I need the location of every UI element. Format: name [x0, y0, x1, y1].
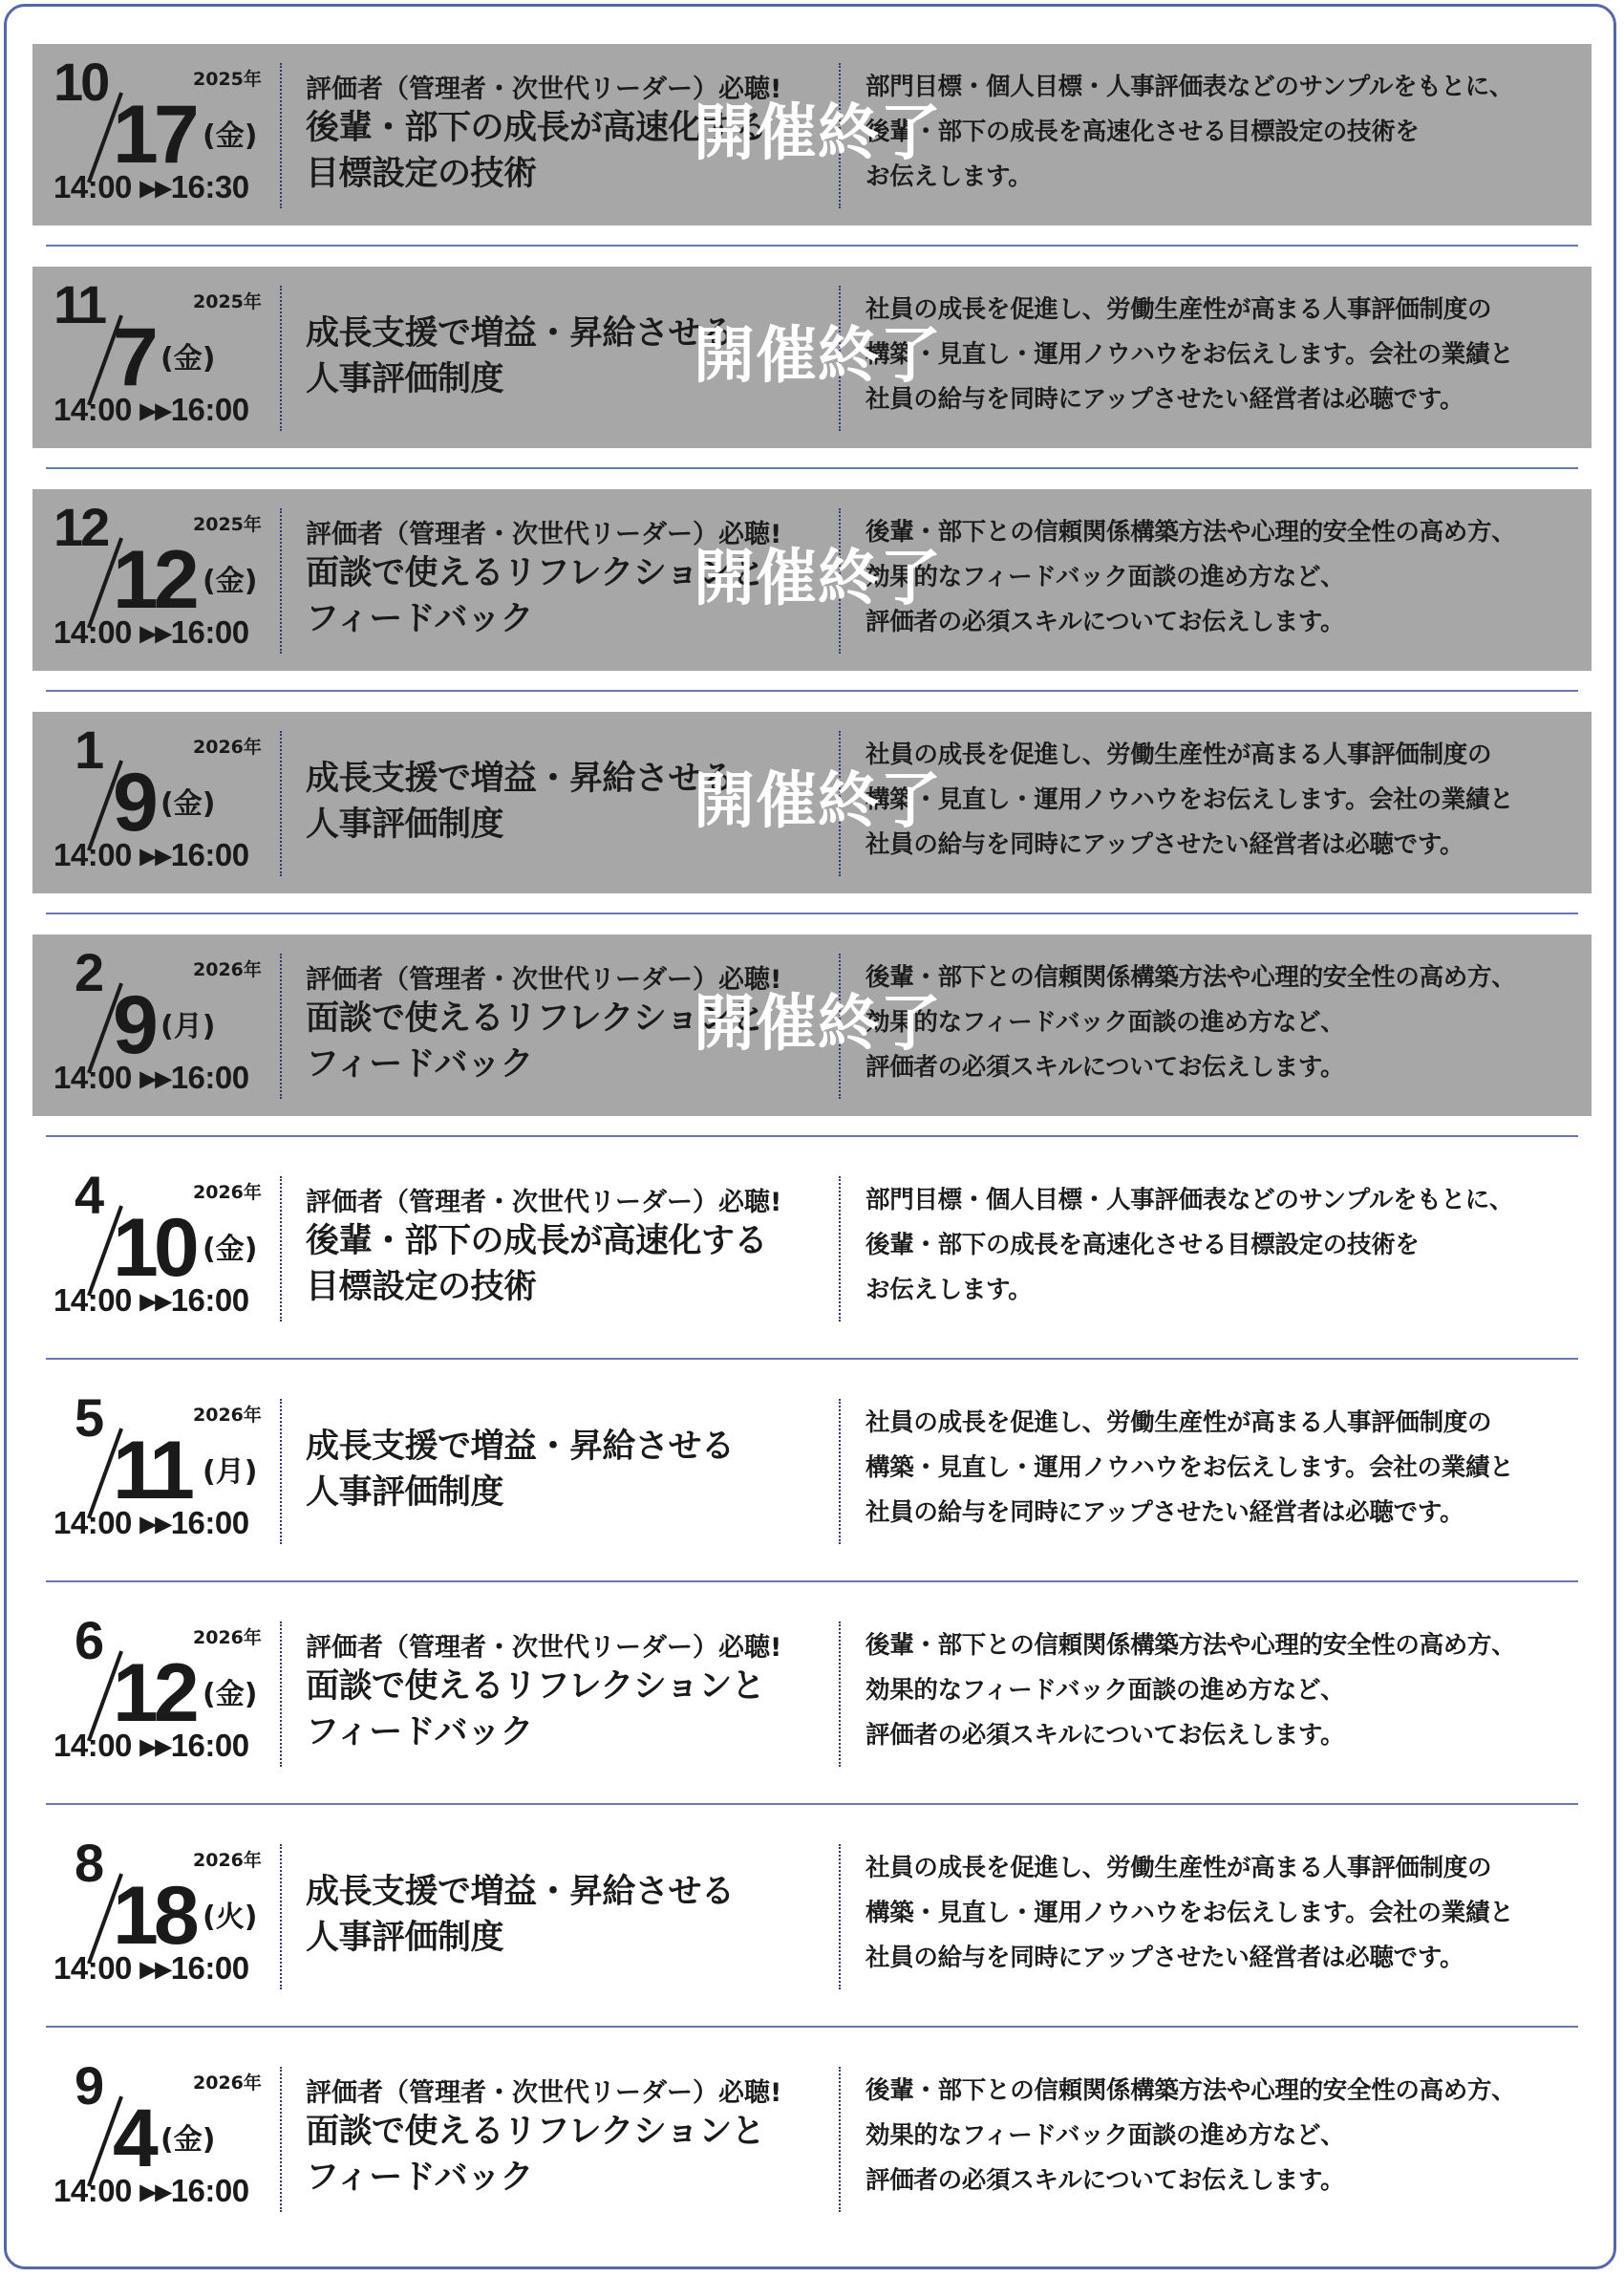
row-separator [46, 1135, 1578, 1137]
event-description [865, 1178, 1592, 1313]
divider-dotted [280, 63, 282, 208]
event-weekday: (月) [160, 1010, 216, 1043]
event-row [32, 489, 1592, 671]
event-date [32, 1602, 283, 1784]
divider-dotted [280, 2067, 282, 2212]
event-description [865, 733, 1592, 868]
description-line: 後輩・部下との信頼関係構築方法や心理的安全性の高め方、 [865, 963, 1516, 992]
event-title-line: 後輩・部下の成長が高速化する [306, 1221, 768, 1260]
divider-dotted [280, 508, 282, 654]
event-weekday: (金) [203, 1233, 258, 1266]
description-line: 部門目標・個人目標・人事評価表などのサンプルをもとに、 [865, 1186, 1514, 1214]
event-weekday: (金) [160, 342, 216, 376]
event-title-line: フィードバック [306, 2158, 534, 2197]
event-date [32, 1825, 283, 2007]
row-separator [46, 2026, 1578, 2028]
event-date [32, 934, 283, 1116]
description-line: 構築・見直し・運用ノウハウをお伝えします。会社の業績と [865, 340, 1514, 369]
description-line: 社員の給与を同時にアップさせたい経営者は必聴です。 [865, 385, 1464, 414]
event-title-line: 面談で使えるリフレクションと [306, 2112, 765, 2151]
description-line: 構築・見直し・運用ノウハウをお伝えします。会社の業績と [865, 1453, 1514, 1482]
event-day: 12 [113, 534, 195, 626]
event-month: 1 [75, 720, 102, 780]
event-description [865, 1846, 1592, 1981]
divider-dotted [280, 1622, 282, 1767]
event-title-line: 面談で使えるリフレクションと [306, 553, 765, 592]
event-title-block [306, 1380, 841, 1561]
event-title-line: 後輩・部下の成長が高速化する [306, 108, 768, 147]
event-month: 4 [75, 1165, 102, 1225]
event-day: 17 [113, 89, 195, 181]
event-weekday: (火) [203, 1901, 258, 1934]
event-time: 14:00 ▸▸16:00 [53, 1728, 249, 1763]
event-date [32, 712, 283, 893]
event-title-line: フィードバック [306, 599, 534, 638]
event-month: 6 [75, 1610, 102, 1670]
divider-dotted [839, 2067, 841, 2212]
event-title-block [306, 1157, 841, 1339]
event-day: 10 [113, 1202, 195, 1294]
event-row [32, 1157, 1592, 1339]
event-title-line: 面談で使えるリフレクションと [306, 999, 765, 1038]
divider-dotted [839, 1622, 841, 1767]
event-day: 12 [113, 1647, 195, 1739]
event-month: 5 [75, 1387, 102, 1448]
event-month: 12 [53, 497, 108, 557]
description-line: 評価者の必須スキルについてお伝えします。 [865, 1721, 1345, 1750]
event-date [32, 1157, 283, 1339]
event-time: 14:00 ▸▸16:00 [53, 614, 249, 650]
description-line: 社員の給与を同時にアップさせたい経営者は必聴です。 [865, 1498, 1464, 1527]
ended-label: 開催終了 [694, 98, 942, 169]
event-title-line: 面談で使えるリフレクションと [306, 1666, 765, 1706]
event-time: 14:00 ▸▸16:00 [53, 1505, 249, 1540]
event-day: 7 [113, 311, 154, 403]
event-year: 2026年 [193, 959, 262, 980]
event-date [32, 2048, 283, 2229]
event-year: 2026年 [193, 1182, 262, 1203]
event-day: 4 [113, 2093, 154, 2184]
description-line: 後輩・部下との信頼関係構築方法や心理的安全性の高め方、 [865, 1631, 1516, 1660]
event-year: 2026年 [193, 1850, 262, 1871]
event-description [865, 956, 1592, 1090]
row-separator [46, 245, 1578, 247]
description-line: お伝えします。 [865, 162, 1033, 191]
divider-dotted [839, 1844, 841, 1989]
event-day: 9 [113, 757, 154, 849]
description-line: 部門目標・個人目標・人事評価表などのサンプルをもとに、 [865, 73, 1514, 101]
divider-dotted [280, 1399, 282, 1544]
description-line: お伝えします。 [865, 1276, 1033, 1304]
event-description [865, 65, 1592, 200]
event-year: 2025年 [193, 69, 262, 90]
event-title-line: 成長支援で増益・昇給させる [306, 1873, 735, 1912]
description-line: 後輩・部下との信頼関係構築方法や心理的安全性の高め方、 [865, 518, 1516, 547]
event-title-line: 人事評価制度 [306, 1919, 504, 1957]
description-line: 構築・見直し・運用ノウハウをお伝えします。会社の業績と [865, 785, 1514, 814]
event-time: 14:00 ▸▸16:00 [53, 837, 249, 872]
description-line: 効果的なフィードバック面談の進め方など、 [865, 563, 1345, 591]
description-line: 構築・見直し・運用ノウハウをお伝えします。会社の業績と [865, 1899, 1514, 1927]
event-time: 14:00 ▸▸16:00 [53, 392, 249, 427]
event-time: 14:00 ▸▸16:00 [53, 1060, 249, 1095]
event-time: 14:00 ▸▸16:30 [53, 169, 249, 204]
event-month: 9 [75, 2055, 102, 2116]
event-year: 2026年 [193, 1627, 262, 1648]
event-day: 11 [113, 1425, 190, 1516]
row-separator [46, 1358, 1578, 1360]
event-title-line: 成長支援で増益・昇給させる [306, 760, 735, 799]
divider-dotted [280, 1176, 282, 1321]
event-description [865, 2069, 1592, 2203]
event-title-block [306, 1602, 841, 1784]
event-title-line: フィードバック [306, 1712, 534, 1751]
event-month: 2 [75, 942, 102, 1002]
divider-dotted [839, 1176, 841, 1321]
divider-dotted [280, 954, 282, 1099]
description-line: 効果的なフィードバック面談の進め方など、 [865, 1676, 1345, 1705]
event-weekday: (月) [203, 1455, 258, 1489]
divider-dotted [280, 1844, 282, 1989]
event-description [865, 288, 1592, 422]
event-title-line: 人事評価制度 [306, 1473, 504, 1512]
event-row [32, 2048, 1592, 2229]
event-row [32, 267, 1592, 448]
event-row [32, 934, 1592, 1116]
event-month: 8 [75, 1833, 102, 1893]
description-line: 後輩・部下との信頼関係構築方法や心理的安全性の高め方、 [865, 2076, 1516, 2105]
description-line: 社員の成長を促進し、労働生産性が高まる人事評価制度の [865, 295, 1492, 324]
event-target: 評価者（管理者・次世代リーダー）必聴! [306, 1632, 782, 1663]
event-title-line: 目標設定の技術 [306, 154, 537, 193]
event-month: 10 [53, 52, 108, 112]
divider-dotted [839, 1399, 841, 1544]
ended-label: 開催終了 [694, 321, 942, 392]
event-month: 11 [53, 274, 105, 334]
row-separator [46, 690, 1578, 692]
event-title-line: 人事評価制度 [306, 806, 504, 844]
event-title-block [306, 2048, 841, 2229]
event-description [865, 510, 1592, 645]
event-row [32, 712, 1592, 893]
event-weekday: (金) [160, 2123, 216, 2157]
event-date [32, 489, 283, 671]
event-row [32, 44, 1592, 226]
event-year: 2025年 [193, 291, 262, 312]
event-weekday: (金) [203, 119, 258, 153]
event-title-block [306, 1825, 841, 2007]
row-separator [46, 1803, 1578, 1805]
description-line: 後輩・部下の成長を高速化させる目標設定の技術を [865, 1231, 1420, 1259]
event-target: 評価者（管理者・次世代リーダー）必聴! [306, 964, 782, 995]
event-time: 14:00 ▸▸16:00 [53, 1950, 249, 1986]
description-line: 効果的なフィードバック面談の進め方など、 [865, 2121, 1345, 2150]
event-title-line: 成長支援で増益・昇給させる [306, 1428, 735, 1467]
event-date [32, 44, 283, 226]
event-description [865, 1623, 1592, 1758]
description-line: 評価者の必須スキルについてお伝えします。 [865, 2166, 1345, 2195]
divider-dotted [280, 731, 282, 876]
event-title-line: 成長支援で増益・昇給させる [306, 314, 735, 354]
row-separator [46, 913, 1578, 914]
event-row [32, 1380, 1592, 1561]
event-weekday: (金) [203, 565, 258, 598]
description-line: 社員の成長を促進し、労働生産性が高まる人事評価制度の [865, 1854, 1492, 1882]
event-weekday: (金) [203, 1678, 258, 1711]
event-day: 9 [113, 979, 154, 1071]
event-time: 14:00 ▸▸16:00 [53, 2173, 249, 2208]
event-day: 18 [113, 1870, 195, 1962]
divider-dotted [280, 286, 282, 431]
ended-label: 開催終了 [694, 766, 942, 837]
description-line: 評価者の必須スキルについてお伝えします。 [865, 608, 1345, 636]
event-row [32, 1825, 1592, 2007]
description-line: 評価者の必須スキルについてお伝えします。 [865, 1053, 1345, 1082]
event-year: 2026年 [193, 1405, 262, 1426]
description-line: 社員の成長を促進し、労働生産性が高まる人事評価制度の [865, 741, 1492, 769]
event-year: 2025年 [193, 514, 262, 535]
event-date [32, 267, 283, 448]
event-target: 評価者（管理者・次世代リーダー）必聴! [306, 74, 782, 104]
event-target: 評価者（管理者・次世代リーダー）必聴! [306, 519, 782, 549]
description-line: 後輩・部下の成長を高速化させる目標設定の技術を [865, 118, 1420, 146]
event-year: 2026年 [193, 2073, 262, 2094]
ended-label: 開催終了 [694, 544, 942, 614]
event-title-line: フィードバック [306, 1044, 534, 1084]
description-line: 社員の成長を促進し、労働生産性が高まる人事評価制度の [865, 1408, 1492, 1437]
description-line: 社員の給与を同時にアップさせたい経営者は必聴です。 [865, 1944, 1464, 1972]
event-target: 評価者（管理者・次世代リーダー）必聴! [306, 1187, 782, 1217]
event-target: 評価者（管理者・次世代リーダー）必聴! [306, 2077, 782, 2108]
event-year: 2026年 [193, 737, 262, 758]
ended-label: 開催終了 [694, 989, 942, 1060]
row-separator [46, 1580, 1578, 1582]
row-separator [46, 467, 1578, 469]
event-row [32, 1602, 1592, 1784]
event-title-line: 目標設定の技術 [306, 1267, 537, 1306]
description-line: 効果的なフィードバック面談の進め方など、 [865, 1008, 1345, 1037]
description-line: 社員の給与を同時にアップさせたい経営者は必聴です。 [865, 830, 1464, 859]
event-title-line: 人事評価制度 [306, 360, 504, 398]
event-date [32, 1380, 283, 1561]
event-weekday: (金) [160, 787, 216, 821]
event-description [865, 1401, 1592, 1536]
event-time: 14:00 ▸▸16:00 [53, 1282, 249, 1318]
